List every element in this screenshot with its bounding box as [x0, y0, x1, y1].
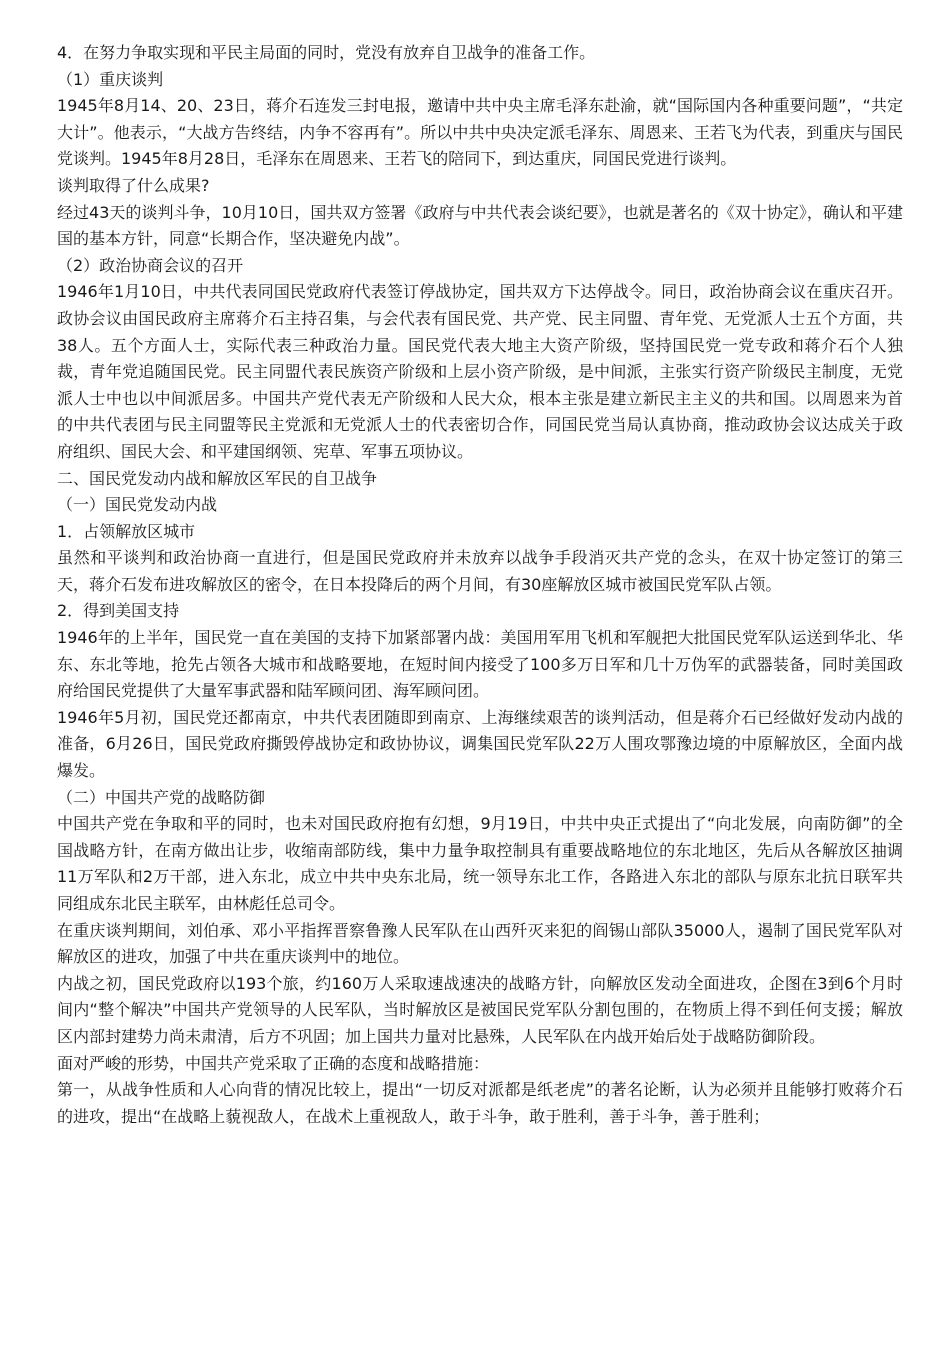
body-paragraph: 虽然和平谈判和政治协商一直进行，但是国民党政府并未放弃以战争手段消灭共产党的念头，在双十协定签订的第三天，蒋介石发布进攻解放区的密令，在日本投降后的两个月间，有30座解放区城市被国民党军队占领。	[57, 548, 903, 594]
subsection-heading: （2）政治协商会议的召开	[57, 255, 244, 275]
subsection-heading: （二）中国共产党的战略防御	[57, 787, 266, 807]
chapter-heading: 二、国民党发动内战和解放区军民的自卫战争	[57, 468, 378, 488]
body-paragraph: 内战之初，国民党政府以193个旅，约160万人采取速战速决的战略方针，向解放区发动全面进攻，企图在3到6个月时间内“整个解决”中国共产党领导的人民军队，当时解放区是被国民党军队分割包围的，在物质上得不到任何支援；解放区内部封建势力尚未肃清，后方不巩固；加上国共力量对比悬殊，人民军队在内战开始后处于战略防御阶段。	[57, 973, 903, 1046]
body-paragraph: 1946年5月初，国民党还都南京，中共代表团随即到南京、上海继续艰苦的谈判活动，但是蒋介石已经做好发动内战的准备，6月26日，国民党政府撕毁停战协定和政协协议，调集国民党军队22万人围攻鄂豫边境的中原解放区，全面内战爆发。	[57, 707, 903, 781]
item-heading: 1．占领解放区城市	[57, 521, 196, 541]
body-paragraph: 1946年1月10日，中共代表同国民党政府代表签订停战协定，国共双方下达停战令。同日，政治协商会议在重庆召开。政协会议由国民政府主席蒋介石主持召集，与会代表有国民党、共产党、民主同盟、青年党、无党派人士五个方面，共38人。五个方面人士，实际代表三种政治力量。国民党代表大地主大资产阶级，坚持国民党一党专政和蒋介石个人独裁，青年党追随国民党。民主同盟代表民族资产阶级和上层小资产阶级，是中间派，主张实行资产阶级民主制度，无党派人士中也以中间派居多。中国共产党代表无产阶级和人民大众，根本主张是建立新民主主义的共和国。以周恩来为首的中共代表团与民主同盟等民主党派和无党派人士的代表密切合作，同国民党当局认真协商，推动政协会议达成关于政府组织、国民大会、和平建国纲领、宪草、军事五项协议。	[57, 282, 903, 461]
question-line: 谈判取得了什么成果?	[57, 175, 210, 195]
body-paragraph: 中国共产党在争取和平的同时，也未对国民政府抱有幻想，9月19日，中共中央正式提出了“向北发展，向南防御”的全国战略方针，在南方做出让步，收缩南部防线，集中力量争取控制具有重要战略地位的东北地区，先后从各解放区抽调11万军队和2万干部，进入东北，成立中共中央东北局，统一领导东北工作，各路进入东北的部队与原东北抗日联军共同组成东北民主联军，由林彪任总司令。	[57, 814, 903, 913]
body-paragraph: 在重庆谈判期间，刘伯承、邓小平指挥晋察鲁豫人民军队在山西歼灭来犯的阎锡山部队35000人，遏制了国民党军队对解放区的进攻，加强了中共在重庆谈判中的地位。	[57, 920, 903, 967]
subsection-heading: （1）重庆谈判	[57, 69, 164, 89]
section-heading: 4．在努力争取实现和平民主局面的同时，党没有放弃自卫战争的准备工作。	[57, 43, 596, 62]
body-paragraph: 1946年的上半年，国民党一直在美国的支持下加紧部署内战：美国用军用飞机和军舰把大批国民党军队运送到华北、华东、东北等地，抢先占领各大城市和战略要地，在短时间内接受了100多万日军和几十万伪军的武器装备，同时美国政府给国民党提供了大量军事武器和陆军顾问团、海军顾问团。	[57, 628, 903, 701]
body-paragraph: 第一，从战争性质和人心向背的情况比较上，提出“一切反对派都是纸老虎”的著名论断，认为必须并且能够打败蒋介石的进攻，提出“在战略上藐视敌人，在战术上重视敌人，敢于斗争，敢于胜利，善于斗争，善于胜利；	[57, 1080, 903, 1126]
subsection-heading: （一）国民党发动内战	[57, 495, 218, 515]
body-paragraph: 1945年8月14、20、23日，蒋介石连发三封电报，邀请中共中央主席毛泽东赴渝，就“国际国内各种重要问题”，“共定大计”。他表示，“大战方告终结，内争不容再有”。所以中共中央决定派毛泽东、周恩来、王若飞为代表，到重庆与国民党谈判。1945年8月28日，毛泽东在周恩来、王若飞的陪同下，到达重庆，同国民党进行谈判。	[57, 96, 903, 169]
body-paragraph: 经过43天的谈判斗争，10月10日，国共双方签署《政府与中共代表会谈纪要》，也就是著名的《双十协定》，确认和平建国的基本方针，同意“长期合作，坚决避免内战”。	[57, 202, 903, 249]
body-paragraph: 面对严峻的形势，中国共产党采取了正确的态度和战略措施：	[57, 1053, 490, 1073]
item-heading: 2．得到美国支持	[57, 601, 180, 621]
